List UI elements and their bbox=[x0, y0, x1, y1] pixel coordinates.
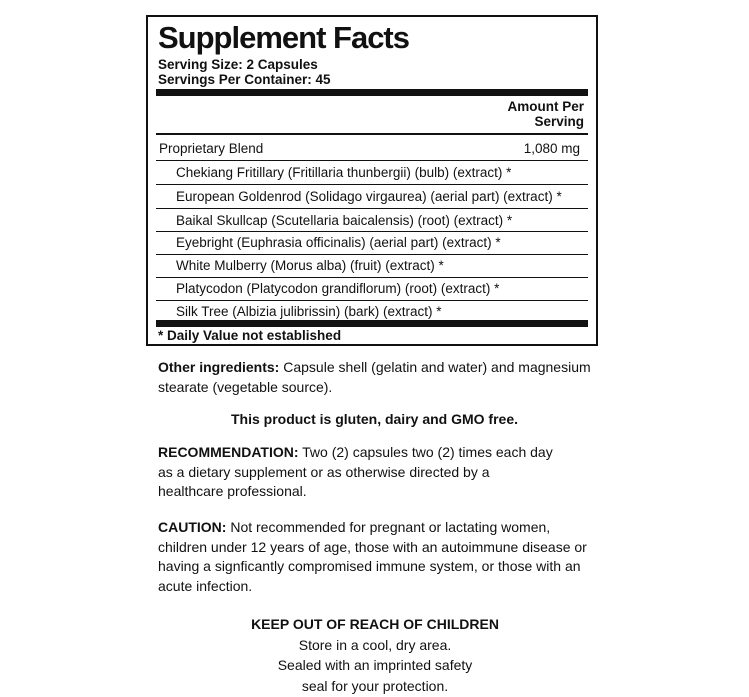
ingredient-name: European Goldenrod (Solidago virgaurea) (aerial part) (extract) * bbox=[176, 189, 562, 204]
gluten-dairy-gmo-statement: This product is gluten, dairy and GMO free. bbox=[230, 411, 519, 427]
ingredient-row bbox=[156, 231, 588, 254]
ingredient-name: Baikal Skullcap (Scutellaria baicalensis) (root) (extract) * bbox=[176, 213, 513, 228]
other-ingredients-text: stearate (vegetable source). bbox=[158, 378, 333, 395]
other-ingredients bbox=[158, 358, 591, 397]
recommendation-text: as a dietary supplement or as otherwise directed by a bbox=[158, 463, 490, 480]
caution-text: acute infection. bbox=[158, 577, 253, 594]
caution bbox=[158, 518, 587, 596]
header-divider bbox=[156, 89, 588, 96]
footer-divider bbox=[156, 320, 588, 327]
blend-amount: 1,080 mg bbox=[523, 141, 580, 156]
ingredient-row bbox=[156, 277, 588, 300]
recommendation-label: RECOMMENDATION: bbox=[158, 444, 299, 460]
blend-name: Proprietary Blend bbox=[159, 141, 264, 156]
ingredient-name: Eyebright (Euphrasia officinalis) (aerial part) (extract) * bbox=[176, 235, 501, 250]
servings-per-container: Servings Per Container: 45 bbox=[158, 72, 331, 87]
column-header-rule bbox=[156, 133, 588, 135]
serving-size: Serving Size: 2 Capsules bbox=[158, 57, 318, 72]
other-ingredients-text: Capsule shell (gelatin and water) and magnesium bbox=[279, 359, 591, 375]
amount-header-line1: Amount Per bbox=[507, 99, 584, 114]
daily-value-footnote: * Daily Value not established bbox=[158, 328, 342, 343]
ingredient-name: Silk Tree (Albizia julibrissin) (bark) (extract) * bbox=[176, 304, 442, 319]
ingredient-name: Chekiang Fritillary (Fritillaria thunbergii) (bulb) (extract) * bbox=[176, 165, 512, 180]
keep-out-of-reach-block bbox=[240, 614, 510, 696]
ingredient-row bbox=[156, 185, 588, 208]
caution-text: children under 12 years of age, those with an autoimmune disease or bbox=[158, 538, 587, 555]
caution-text: having a signficantly compromised immune system, or those with an bbox=[158, 558, 581, 574]
ingredient-name: Platycodon (Platycodon grandiflorum) (root) (extract) * bbox=[176, 281, 500, 296]
ingredient-row bbox=[156, 254, 588, 277]
keep-out-heading: KEEP OUT OF REACH OF CHILDREN bbox=[251, 616, 499, 632]
other-ingredients-label: Other ingredients: bbox=[158, 359, 280, 375]
supplement-facts-panel bbox=[146, 15, 598, 346]
caution-text: Not recommended for pregnant or lactating women, bbox=[226, 519, 551, 535]
amount-header-line2: Serving bbox=[534, 114, 584, 129]
ingredient-row bbox=[156, 209, 588, 232]
recommendation bbox=[158, 443, 553, 502]
panel-title: Supplement Facts bbox=[158, 20, 409, 55]
seal-text: seal for your protection. bbox=[301, 677, 449, 694]
ingredient-row bbox=[156, 161, 588, 184]
storage-text: Store in a cool, dry area. bbox=[298, 636, 452, 653]
caution-label: CAUTION: bbox=[158, 519, 227, 535]
amount-per-serving-header bbox=[464, 99, 584, 129]
seal-text: Sealed with an imprinted safety bbox=[277, 657, 473, 673]
recommendation-text: healthcare professional. bbox=[158, 483, 307, 499]
ingredient-name: White Mulberry (Morus alba) (fruit) (extract) * bbox=[176, 258, 444, 273]
recommendation-text: Two (2) capsules two (2) times each day bbox=[298, 444, 553, 460]
blend-row bbox=[156, 138, 588, 160]
